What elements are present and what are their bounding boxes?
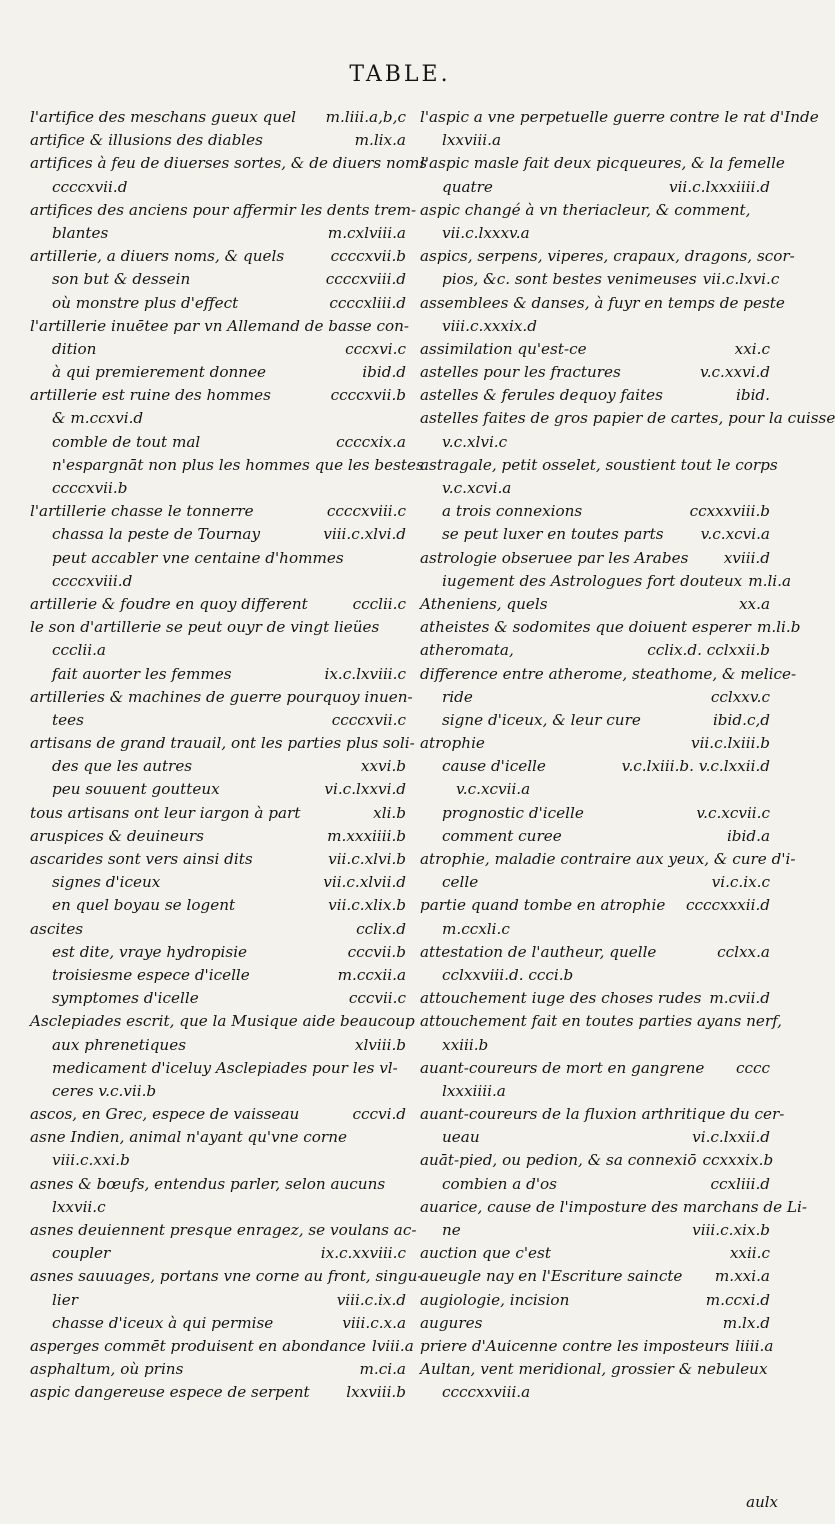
- entry-text: ascites: [30, 919, 84, 938]
- entry-text: l'aspic masle fait deux picqueures, & la femelle: [420, 154, 785, 173]
- entry-text: où monstre plus d'effect: [52, 293, 239, 312]
- entry-text: asperges commēt produisent en abondance: [30, 1336, 366, 1355]
- entry-text: tous artisans ont leur iargon à part: [30, 803, 301, 822]
- entry-reference: v.c.xcvi.a: [700, 525, 770, 544]
- entry-text: n'espargnāt non plus les hommes que les bestes: [52, 455, 424, 474]
- entry-text: symptomes d'icelle: [52, 989, 199, 1008]
- index-entry: [30, 918, 406, 941]
- index-entry: [420, 1034, 770, 1057]
- index-entry: [420, 1381, 770, 1404]
- entry-reference: vii.c.xlvii.d: [323, 873, 406, 892]
- entry-text: lxxxiiii.a: [442, 1081, 506, 1100]
- index-entry: [420, 338, 770, 361]
- index-entry: [30, 1010, 415, 1033]
- index-entry: [30, 407, 406, 430]
- entry-reference: xxi.c: [734, 339, 770, 358]
- entry-text: & m.ccxvi.d: [52, 409, 144, 428]
- entry-text: l'artillerie chasse le tonnerre: [30, 502, 254, 521]
- index-entry: [30, 663, 406, 686]
- index-entry: [420, 152, 785, 175]
- entry-reference: viii.c.x.a: [342, 1313, 406, 1332]
- entry-text: lxxvii.c: [52, 1197, 106, 1216]
- entry-text: xxiii.b: [442, 1035, 489, 1054]
- page-title: TABLE.: [349, 62, 451, 87]
- entry-reference: vii.c.lxiii.b: [690, 734, 770, 753]
- index-entry: [30, 1219, 417, 1242]
- entry-text: Asclepiades escrit, que la Musique aide beaucoup: [30, 1012, 415, 1031]
- entry-reference: xxvi.b: [360, 757, 406, 776]
- entry-reference: ccccxvii.c: [331, 710, 406, 729]
- entry-text: auarice, cause de l'imposture des marchans de Li-: [420, 1197, 807, 1216]
- entry-reference: ibid.a: [726, 826, 770, 845]
- index-entry: [30, 106, 406, 129]
- entry-text: peut accabler vne centaine d'hommes: [52, 548, 344, 567]
- entry-text: attestation de l'autheur, quelle: [420, 942, 657, 961]
- index-entry: [420, 825, 770, 848]
- index-entry: [420, 1126, 770, 1149]
- index-entry: [30, 755, 406, 778]
- index-entry: [30, 1173, 406, 1196]
- index-entry: [30, 848, 406, 871]
- entry-reference: ccccxliii.d: [329, 293, 406, 312]
- entry-text: artifice & illusions des diables: [30, 131, 263, 150]
- entry-reference: ccclii.c: [352, 594, 406, 613]
- index-entry: [30, 941, 406, 964]
- index-entry: [420, 1196, 807, 1219]
- index-entry: [30, 1057, 406, 1080]
- index-entry: [30, 1126, 406, 1149]
- index-entry: [30, 477, 406, 500]
- index-entry: [30, 199, 417, 222]
- index-entry: [420, 315, 770, 338]
- entry-text: aueugle nay en l'Escriture saincte: [420, 1267, 683, 1286]
- entry-reference: xxii.c: [729, 1244, 770, 1263]
- index-entry: [420, 593, 770, 616]
- index-entry: [30, 1265, 423, 1288]
- entry-text: ascos, en Grec, espece de vaisseau: [30, 1105, 300, 1124]
- index-entry: [420, 1265, 770, 1288]
- index-entry: [30, 1034, 406, 1057]
- entry-text: v.c.xcvii.a: [456, 780, 531, 799]
- index-entry: [420, 1312, 770, 1335]
- entry-text: artillerie & foudre en quoy different: [30, 594, 308, 613]
- entry-reference: m.ccxii.a: [337, 965, 406, 984]
- index-entry: [420, 547, 770, 570]
- index-entry: [420, 918, 770, 941]
- entry-text: son but & dessein: [52, 270, 191, 289]
- entry-text: ccccxviii.d: [52, 571, 133, 590]
- index-column-left: [30, 106, 428, 1405]
- index-entry: [420, 848, 796, 871]
- index-entry: [30, 593, 406, 616]
- index-entry: [420, 987, 770, 1010]
- entry-text: ueau: [442, 1128, 480, 1147]
- index-entry: [420, 1057, 770, 1080]
- entry-reference: ccccxviii.c: [326, 502, 406, 521]
- entry-text: medicament d'iceluy Asclepiades pour les vl-: [52, 1058, 398, 1077]
- entry-text: fait auorter les femmes: [52, 664, 232, 683]
- index-entry: [420, 292, 785, 315]
- index-entry: [420, 570, 792, 593]
- index-entry: [420, 778, 770, 801]
- index-entry: [420, 245, 795, 268]
- index-entry: [30, 732, 415, 755]
- index-entry: [420, 129, 770, 152]
- entry-reference: cclxx.a: [717, 942, 770, 961]
- entry-text: auction que c'est: [420, 1244, 551, 1263]
- entry-text: pios, &c. sont bestes venimeuses: [442, 270, 697, 289]
- index-entry: [30, 338, 406, 361]
- entry-reference: xli.b: [373, 803, 406, 822]
- entry-text: auant-coureurs de mort en gangrene: [420, 1058, 705, 1077]
- entry-text: lxxviii.a: [442, 131, 502, 150]
- entry-reference: ccxxxix.b: [702, 1151, 774, 1170]
- index-entry: [30, 1103, 406, 1126]
- entry-text: lier: [52, 1290, 78, 1309]
- entry-text: se peut luxer en toutes parts: [442, 525, 664, 544]
- index-entry: [420, 802, 770, 825]
- index-entry: [30, 616, 406, 639]
- index-entry: [30, 639, 406, 662]
- entry-text: m.ccxli.c: [442, 919, 510, 938]
- index-entry: [420, 1010, 783, 1033]
- index-entry: [30, 315, 410, 338]
- entry-reference: ccccxvii.b: [330, 386, 406, 405]
- entry-text: astelles faites de gros papier de cartes, pour la cuisse: [420, 409, 835, 428]
- entry-reference: cccc: [735, 1058, 770, 1077]
- index-entry: [420, 894, 770, 917]
- index-entry: [420, 1335, 774, 1358]
- index-entry: [420, 1103, 785, 1126]
- entry-reference: ccxliii.d: [710, 1174, 770, 1193]
- index-entry: [420, 1289, 770, 1312]
- index-entry: [30, 431, 406, 454]
- index-entry: [30, 1242, 406, 1265]
- index-entry: [30, 871, 406, 894]
- entry-reference: v.c.xcvii.c: [696, 803, 770, 822]
- entry-reference: v.c.xxvi.d: [699, 363, 770, 382]
- entry-reference: vii.c.lxxxiiii.d: [669, 177, 770, 196]
- index-entry: [30, 129, 406, 152]
- entry-text: ccclii.a: [52, 641, 106, 660]
- index-entry: [420, 106, 819, 129]
- index-entry: [30, 1335, 414, 1358]
- index-entry: [30, 176, 406, 199]
- index-entry: [30, 268, 406, 291]
- entry-reference: m.li.a: [748, 571, 792, 590]
- index-entry: [30, 245, 406, 268]
- entry-reference: m.cxlviii.a: [327, 223, 406, 242]
- entry-text: ne: [442, 1221, 461, 1239]
- index-entry: [30, 1289, 406, 1312]
- entry-reference: viii.c.xix.b: [692, 1221, 770, 1239]
- entry-text: le son d'artillerie se peut ouyr de vingt lieües: [30, 618, 380, 637]
- entry-text: attouchement iuge des choses rudes: [420, 989, 702, 1008]
- entry-reference: ccccxix.a: [336, 432, 406, 451]
- entry-text: ccccxvii.b: [52, 479, 128, 497]
- entry-text: auant-coureurs de la fluxion arthritique du cer-: [420, 1105, 785, 1124]
- index-entry: [420, 871, 770, 894]
- index-entry: [30, 361, 406, 384]
- index-entry: [420, 500, 770, 523]
- entry-text: assimilation qu'est-ce: [420, 339, 587, 358]
- entry-reference: ccxxxviii.b: [689, 502, 770, 521]
- index-entry: [420, 755, 770, 778]
- entry-text: l'artillerie inuētee par vn Allemand de basse con-: [30, 316, 410, 335]
- entry-text: attouchement fait en toutes parties ayans nerf,: [420, 1012, 783, 1031]
- entry-text: est dite, vraye hydropisie: [52, 942, 248, 961]
- entry-text: astragale, petit osselet, soustient tout le corps: [420, 455, 778, 474]
- entry-text: assemblees & danses, à fuyr en temps de peste: [420, 293, 785, 312]
- index-entry: [420, 941, 770, 964]
- entry-text: ccccxxviii.a: [442, 1383, 531, 1402]
- entry-text: comble de tout mal: [52, 432, 201, 451]
- index-entry: [420, 477, 770, 500]
- entry-reference: cclix.d. cclxxii.b: [647, 641, 770, 660]
- entry-reference: lviii.a: [371, 1336, 414, 1355]
- entry-text: aruspices & deuineurs: [30, 826, 204, 845]
- entry-reference: vi.c.lxxii.d: [692, 1128, 770, 1147]
- index-entry: [420, 663, 797, 686]
- entry-text: asnes & bœufs, entendus parler, selon aucuns: [30, 1174, 386, 1193]
- entry-reference: lxxviii.b: [346, 1383, 406, 1402]
- entry-reference: ccccxxxii.d: [686, 896, 770, 915]
- entry-reference: viii.c.ix.d: [336, 1290, 406, 1309]
- entry-text: l'artifice des meschans gueux quel: [30, 108, 297, 126]
- index-entry: [30, 384, 406, 407]
- index-column-right: [420, 106, 835, 1405]
- index-entry: [420, 639, 770, 662]
- entry-text: artifices des anciens pour affermir les dents trem-: [30, 200, 417, 219]
- entry-text: asnes deuiennent presque enragez, se voulans ac-: [30, 1221, 417, 1239]
- index-entry: [420, 1219, 770, 1242]
- entry-text: comment curee: [442, 826, 562, 845]
- entry-text: viii.c.xxi.b: [52, 1151, 130, 1170]
- index-entry: [420, 1173, 770, 1196]
- entry-text: dition: [52, 339, 97, 358]
- index-entry: [420, 454, 778, 477]
- entry-reference: m.xxxiiii.b: [327, 826, 406, 845]
- entry-reference: m.lix.a: [354, 131, 406, 150]
- entry-reference: cclxxv.c: [710, 687, 770, 706]
- entry-text: asnes sauuages, portans vne corne au front, singu-: [30, 1267, 423, 1286]
- entry-reference: ibid.: [736, 386, 770, 405]
- entry-text: ride: [442, 687, 473, 706]
- entry-text: aux phrenetiques: [52, 1035, 186, 1054]
- index-entry: [420, 384, 770, 407]
- index-entry: [30, 570, 406, 593]
- index-entry: [420, 964, 770, 987]
- entry-text: aspic changé à vn theriacleur, & comment,: [420, 200, 751, 219]
- entry-text: celle: [442, 873, 479, 892]
- entry-text: coupler: [52, 1244, 111, 1263]
- entry-reference: v.c.lxiii.b. v.c.lxxii.d: [621, 757, 770, 776]
- entry-reference: cccxvi.c: [345, 339, 406, 358]
- index-entry: [30, 825, 406, 848]
- index-entry: [420, 268, 780, 291]
- entry-text: astelles pour les fractures: [420, 363, 621, 382]
- entry-reference: cclix.d: [356, 919, 406, 938]
- index-entry: [30, 1312, 406, 1335]
- index-entry: [30, 292, 406, 315]
- index-entry: [30, 987, 406, 1010]
- index-entry: [30, 500, 406, 523]
- index-entry: [420, 222, 770, 245]
- index-entry: [30, 1358, 406, 1381]
- entry-reference: ibid.d: [362, 363, 406, 382]
- index-entry: [30, 1080, 406, 1103]
- entry-reference: m.ccxi.d: [705, 1290, 770, 1309]
- index-entry: [420, 732, 770, 755]
- entry-reference: cccvii.b: [347, 942, 406, 961]
- entry-text: combien a d'os: [442, 1174, 557, 1193]
- index-entry: [420, 176, 770, 199]
- entry-text: vii.c.lxxxv.a: [442, 223, 530, 242]
- index-entry: [420, 523, 770, 546]
- index-entry: [420, 431, 770, 454]
- entry-text: priere d'Auicenne contre les imposteurs: [420, 1336, 730, 1355]
- entry-text: cause d'icelle: [442, 757, 546, 776]
- index-entry: [30, 709, 406, 732]
- entry-reference: ccccxviii.d: [325, 270, 406, 289]
- entry-text: v.c.xlvi.c: [442, 432, 508, 451]
- entry-reference: ccccxvii.b: [330, 247, 406, 266]
- entry-text: aspic dangereuse espece de serpent: [30, 1383, 310, 1402]
- index-entry: [420, 1242, 770, 1265]
- entry-text: tees: [52, 710, 84, 729]
- entry-text: l'aspic a vne perpetuelle guerre contre le rat d'Inde: [420, 108, 819, 126]
- index-entry: [420, 1080, 770, 1103]
- entry-reference: xx.a: [738, 594, 770, 613]
- entry-text: des que les autres: [52, 757, 193, 776]
- index-entry: [30, 547, 406, 570]
- entry-reference: cccvi.d: [352, 1105, 406, 1124]
- index-entry: [420, 616, 801, 639]
- entry-reference: m.liii.a,b,c: [325, 108, 406, 126]
- entry-reference: ix.c.xxviii.c: [320, 1244, 406, 1263]
- entry-reference: viii.c.xlvi.d: [323, 525, 406, 544]
- entry-text: atrophie: [420, 734, 485, 753]
- entry-text: Aultan, vent meridional, grossier & nebuleux: [420, 1360, 768, 1379]
- entry-text: a trois connexions: [442, 502, 583, 521]
- entry-reference: m.cvii.d: [709, 989, 770, 1008]
- entry-text: signes d'iceux: [52, 873, 161, 892]
- entry-text: iugement des Astrologues fort douteux: [442, 571, 743, 590]
- entry-reference: liiii.a: [735, 1336, 774, 1355]
- entry-text: troisiesme espece d'icelle: [52, 965, 250, 984]
- entry-text: Atheniens, quels: [420, 594, 548, 613]
- entry-reference: m.xxi.a: [714, 1267, 770, 1286]
- index-entry: [420, 407, 835, 430]
- entry-text: asne Indien, animal n'ayant qu'vne corne: [30, 1128, 347, 1147]
- index-entry: [420, 1149, 774, 1172]
- entry-text: blantes: [52, 223, 109, 242]
- index-entry: [30, 222, 406, 245]
- entry-text: en quel boyau se logent: [52, 896, 236, 915]
- entry-text: ccccxvii.d: [52, 177, 128, 196]
- entry-text: artilleries & machines de guerre pourquoy inuen-: [30, 687, 413, 706]
- index-entry: [420, 686, 770, 709]
- entry-reference: m.li.b: [756, 618, 801, 637]
- index-entry: [420, 361, 770, 384]
- entry-reference: ix.c.lxviii.c: [324, 664, 406, 683]
- entry-text: asphaltum, où prins: [30, 1360, 184, 1379]
- entry-text: artisans de grand trauail, ont les parties plus soli-: [30, 734, 415, 753]
- index-entry: [30, 778, 406, 801]
- entry-text: auāt-pied, ou pedion, & sa connexiō: [420, 1151, 697, 1170]
- entry-text: atheromata,: [420, 641, 514, 660]
- entry-text: viii.c.xxxix.d: [442, 316, 537, 335]
- index-entry: [30, 802, 406, 825]
- entry-text: astelles & ferules dequoy faites: [420, 386, 663, 405]
- index-entry: [30, 152, 428, 175]
- index-entry: [30, 523, 406, 546]
- index-entry: [30, 894, 406, 917]
- entry-text: augiologie, incision: [420, 1290, 570, 1309]
- index-entry: [30, 1149, 406, 1172]
- entry-text: aspics, serpens, viperes, crapaux, dragons, scor-: [420, 247, 795, 266]
- entry-text: cclxxviii.d. ccci.b: [442, 965, 574, 984]
- index-entry: [420, 199, 770, 222]
- entry-text: peu souuent goutteux: [52, 780, 220, 799]
- entry-reference: ibid.c,d: [712, 710, 770, 729]
- entry-text: augures: [420, 1313, 483, 1332]
- entry-text: v.c.xcvi.a: [442, 479, 512, 497]
- index-entry: [30, 1381, 406, 1404]
- entry-text: artifices à feu de diuerses sortes, & de diuers noms: [30, 154, 428, 173]
- index-entry: [30, 686, 413, 709]
- entry-text: partie quand tombe en atrophie: [420, 896, 666, 915]
- entry-text: atrophie, maladie contraire aux yeux, & cure d'i-: [420, 850, 796, 868]
- entry-reference: vi.c.ix.c: [711, 873, 770, 892]
- entry-text: quatre: [442, 177, 493, 196]
- index-entry: [420, 709, 770, 732]
- entry-reference: cccvii.c: [348, 989, 406, 1008]
- entry-text: signe d'iceux, & leur cure: [442, 710, 641, 729]
- entry-text: artillerie est ruine des hommes: [30, 386, 271, 405]
- entry-text: chasse d'iceux à qui permise: [52, 1313, 274, 1332]
- entry-reference: m.lx.d: [722, 1313, 770, 1332]
- entry-text: à qui premierement donnee: [52, 363, 267, 382]
- entry-text: difference entre atherome, steathome, & melice-: [420, 664, 797, 683]
- index-entry: [30, 454, 424, 477]
- catchword: aulx: [746, 1493, 778, 1511]
- entry-text: chassa la peste de Tournay: [52, 525, 261, 544]
- index-entry: [30, 964, 406, 987]
- entry-text: prognostic d'icelle: [442, 803, 584, 822]
- entry-text: atheistes & sodomites que doiuent esperer: [420, 618, 751, 637]
- index-entry: [420, 1358, 770, 1381]
- entry-reference: xviii.d: [723, 548, 770, 567]
- entry-text: astrologie obseruee par les Arabes: [420, 548, 689, 567]
- entry-reference: xlviii.b: [354, 1035, 406, 1054]
- entry-text: ceres v.c.vii.b: [52, 1081, 157, 1100]
- index-entry: [30, 1196, 406, 1219]
- entry-reference: vi.c.lxxvi.d: [324, 780, 406, 799]
- entry-reference: vii.c.xlvi.b: [328, 850, 406, 868]
- entry-text: artillerie, a diuers noms, & quels: [30, 247, 285, 266]
- entry-reference: vii.c.lxvi.c: [702, 270, 780, 289]
- entry-reference: m.ci.a: [359, 1360, 406, 1379]
- entry-text: ascarides sont vers ainsi dits: [30, 850, 253, 868]
- entry-reference: vii.c.xlix.b: [328, 896, 406, 915]
